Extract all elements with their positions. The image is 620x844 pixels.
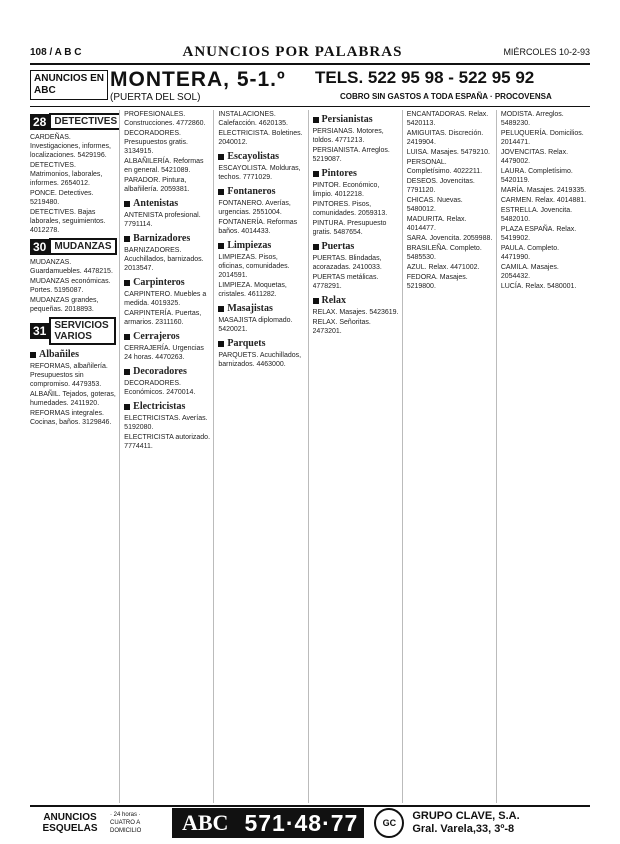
category-decoradores: Decoradores — [124, 366, 210, 377]
category-carpinteros: Carpinteros — [124, 277, 210, 288]
ad-item: BARNIZADORES. Acuchillados, barnizados. 2013547. — [124, 247, 204, 272]
column-6 — [501, 110, 590, 803]
ad-item: PARQUETS. Acuchillados, barnizados. 4463000. — [218, 352, 302, 368]
category-albaniles: Albañiles — [30, 349, 116, 360]
ad-item: MODISTA. Arreglos. 5489230. — [500, 111, 564, 127]
ad-item: ALBAÑILERÍA. Reformas en general. 5421089. — [124, 158, 204, 174]
ad-item: DETECTIVES. Matrimonios, laborales, informes. 2654012. — [30, 162, 103, 187]
category-relax: Relax — [313, 295, 399, 306]
column-3 — [218, 110, 308, 803]
section-servicios — [30, 317, 116, 345]
ad-item: PAULA. Completo. 4471990. — [500, 245, 560, 261]
ad-item: FEDORA. Masajes. 5219800. — [406, 274, 468, 290]
ad-item: REFORMAS integrales. Cocinas, baños. 3129846. — [30, 410, 112, 426]
ad-item: ALBAÑIL. Tejados, goteras, humedades. 2411920. — [30, 391, 116, 407]
category-barnizadores: Barnizadores — [124, 233, 210, 244]
page-date: MIÉRCOLES 10-2-93 — [503, 47, 590, 57]
ad-item: BRASILEÑA. Completo. 5485530. — [406, 245, 482, 261]
ad-item: DETECTIVES. Bajas laborales, seguimientos. 4012278. — [30, 209, 106, 234]
page-number: 108 / A B C — [30, 46, 82, 58]
ad-item: SARA. Jovencita. 2059988. — [406, 235, 493, 242]
ad-item: AZUL. Relax. 4471002. — [406, 264, 480, 271]
category-puertas: Puertas — [313, 241, 399, 252]
section-name: SERVICIOS VARIOS — [49, 317, 116, 345]
category-limpiezas: Limpiezas — [218, 240, 304, 251]
banner-label: ANUNCIOS EN ABC — [30, 70, 108, 100]
ad-item: PINTOR. Económico, limpio. 4012218. — [312, 182, 380, 198]
ad-item: MADURITA. Relax. 4014477. — [406, 216, 467, 232]
ad-item: DESEOS. Jovencitas. 7791120. — [406, 178, 475, 194]
abc-logo: ABC — [172, 808, 238, 838]
ad-item: ESCAYOLISTA. Molduras, techos. 7771029. — [218, 165, 301, 181]
page-title: ANUNCIOS POR PALABRAS — [182, 43, 403, 60]
ad-item: PERSIANISTA. Arreglos. 5219087. — [312, 147, 390, 163]
ad-item: LIMPIEZAS. Pisos, oficinas, comunidades. 2014591. — [218, 254, 290, 279]
ad-item: CARDEÑAS. Investigaciones, informes, localizaciones. 5429196. — [30, 134, 111, 159]
column-4 — [313, 110, 403, 803]
category-masajistas: Masajistas — [218, 303, 304, 314]
ad-item: PERSONAL. Completísimo. 4022211. — [406, 159, 483, 175]
ad-item: PLAZA ESPAÑA. Relax. 5419902. — [500, 226, 577, 242]
ad-item: JOVENCITAS. Relax. 4479002. — [500, 149, 569, 165]
company-name: GRUPO CLAVE, S.A. — [412, 810, 520, 822]
ad-item: PUERTAS. Blindadas, acorazadas. 2410033. — [312, 255, 382, 271]
category-persianistas: Persianistas — [313, 114, 399, 125]
ad-item: PROFESIONALES. Construcciones. 4772860. — [124, 111, 206, 127]
section-name: DETECTIVES — [49, 113, 120, 130]
bullet-icon — [124, 404, 130, 410]
ad-item: ANTENISTA profesional. 7791114. — [124, 212, 201, 228]
category-antenistas: Antenistas — [124, 198, 210, 209]
ad-item: LUISA. Masajes. 5479210. — [406, 149, 490, 156]
footer-banner — [30, 805, 590, 839]
ad-item: CARPINTERO. Muebles a medida. 4019325. — [124, 291, 207, 307]
ad-item: MARÍA. Masajes. 2419335. — [500, 187, 587, 194]
ad-item: DECORADORES. Económicos. 2470014. — [124, 380, 196, 396]
column-1 — [30, 110, 120, 803]
section-number: 30 — [30, 239, 49, 255]
bullet-icon — [218, 154, 224, 160]
column-5 — [407, 110, 497, 803]
ad-item: LUCÍA. Relax. 5480001. — [500, 283, 577, 290]
banner-phones: TELS. 522 95 98 - 522 95 92 — [315, 68, 535, 87]
column-2 — [124, 110, 214, 803]
bullet-icon — [313, 298, 319, 304]
section-detectives — [30, 113, 116, 130]
ad-item: ELECTRICISTA autorizado. 7774411. — [124, 434, 211, 450]
bullet-icon — [313, 171, 319, 177]
ad-item: INSTALACIONES. Calefacción. 4620135. — [218, 111, 289, 127]
ad-item: MUDANZAS económicas. Portes. 5195087. — [30, 278, 111, 294]
bullet-icon — [124, 236, 130, 242]
bullet-icon — [218, 306, 224, 312]
banner — [30, 68, 590, 107]
category-electricistas: Electricistas — [124, 401, 210, 412]
banner-address: MONTERA, 5-1.º — [110, 68, 286, 91]
ad-item: FONTANERO. Averías, urgencias. 2551004. — [218, 200, 291, 216]
ad-item: PERSIANAS. Motores, toldos. 4771213. — [312, 128, 384, 144]
banner-cobro: COBRO SIN GASTOS A TODA ESPAÑA · PROCOVENSA — [340, 92, 552, 101]
ad-item: REFORMAS, albañilería. Presupuestos sin compromiso. 4479353. — [30, 363, 108, 388]
bullet-icon — [218, 243, 224, 249]
ad-item: PINTURA. Presupuesto gratis. 5487654. — [312, 220, 387, 236]
bullet-icon — [124, 280, 130, 286]
footer-label: ANUNCIOS ESQUELAS — [42, 812, 98, 834]
ad-columns — [30, 110, 590, 803]
ad-item: RELAX. Señoritas. 2473201. — [312, 319, 371, 335]
category-pintores: Pintores — [313, 168, 399, 179]
ad-item: PINTORES. Pisos, comunidades. 2059313. — [312, 201, 388, 217]
bullet-icon — [124, 369, 130, 375]
ad-item: CARMEN. Relax. 4014881. — [500, 197, 587, 204]
category-parquets: Parquets — [218, 338, 304, 349]
ad-item: CAMILA. Masajes. 2054432. — [500, 264, 559, 280]
company-address: Gral. Varela,33, 3º-8 — [412, 823, 515, 835]
bullet-icon — [313, 117, 319, 123]
ad-item: ENCANTADORAS. Relax. 5420113. — [406, 111, 489, 127]
footer-company — [412, 810, 519, 836]
bullet-icon — [124, 201, 130, 207]
ad-item: ELECTRICISTAS. Averías. 5192080. — [124, 415, 208, 431]
section-mudanzas — [30, 238, 116, 255]
ad-item: MUDANZAS grandes, pequeñas. 2018893. — [30, 297, 99, 313]
section-number: 28 — [30, 114, 49, 130]
ad-item: LIMPIEZA. Moquetas, cristales. 4611282. — [218, 282, 287, 298]
ad-item: ELECTRICISTA. Boletines. 2040012. — [218, 130, 303, 146]
ad-item: PUERTAS metálicas. 4778291. — [312, 274, 379, 290]
ad-item: AMIGUITAS. Discreción. 2419904. — [406, 130, 484, 146]
ad-item: PARADOR. Pintura, albañilería. 2059381. — [124, 177, 190, 193]
ad-item: CARPINTERÍA. Puertas, armarios. 2311160. — [124, 310, 202, 326]
bullet-icon — [30, 352, 36, 358]
header-rule — [30, 63, 590, 65]
section-name: MUDANZAS — [49, 238, 116, 255]
category-escayolistas: Escayolistas — [218, 151, 304, 162]
ad-item: LAURA. Completísimo. 5420119. — [500, 168, 573, 184]
category-cerrajeros: Cerrajeros — [124, 331, 210, 342]
bullet-icon — [124, 334, 130, 340]
footer-phone: 571·48·77 — [238, 808, 364, 838]
ad-item: CHICAS. Nuevas. 5480012. — [406, 197, 463, 213]
ad-item: CERRAJERÍA. Urgencias 24 horas. 4470263. — [124, 345, 204, 361]
bullet-icon — [313, 244, 319, 250]
page-header — [30, 42, 590, 62]
ad-item: PELUQUERÍA. Domicilios. 2014471. — [500, 130, 584, 146]
section-number: 31 — [30, 323, 49, 339]
grupo-clave-logo: GC — [374, 808, 404, 838]
footer-hours: · 24 horas · CUATRO A DOMICILIO — [110, 812, 142, 834]
ad-item: FONTANERÍA. Reformas baños. 4014433. — [218, 219, 298, 235]
bullet-icon — [218, 189, 224, 195]
banner-sub: (PUERTA DEL SOL) — [110, 92, 201, 103]
ad-item: DECORADORES. Presupuestos gratis. 3134915. — [124, 130, 188, 155]
ad-item: PONCE. Detectives. 5219480. — [30, 190, 94, 206]
category-fontaneros: Fontaneros — [218, 186, 304, 197]
ad-item: MASAJISTA diplomado. 5420021. — [218, 317, 293, 333]
ad-item: MUDANZAS. Guardamuebles. 4478215. — [30, 259, 113, 275]
ad-item: RELAX. Masajes. 5423619. — [312, 309, 399, 316]
bullet-icon — [218, 341, 224, 347]
ad-item: ESTRELLA. Jovencita. 5482010. — [500, 207, 573, 223]
